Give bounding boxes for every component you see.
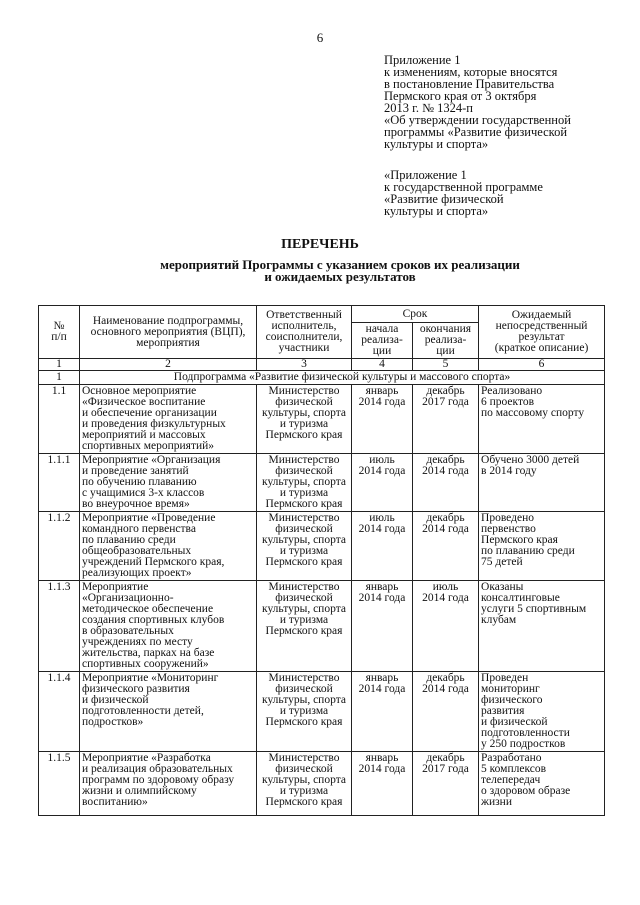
appendix-line: программы «Развитие физической (384, 125, 568, 139)
row-end: декабрь 2017 года (413, 385, 479, 454)
row-responsible: Министерство физической культуры, спорта и туризма Пермского края (257, 454, 352, 512)
page-number: 6 (316, 30, 324, 45)
row-num: 1.1.1 (39, 454, 80, 512)
row-num: 1.1.2 (39, 512, 80, 581)
table-row (39, 672, 605, 752)
row-name: Основное мероприятие «Физическое воспитание и обеспечение организации и проведения физкультурных мероприятий и массовых спортивных мероприятий» (80, 385, 257, 454)
header-end: окончания реализа- ции (413, 323, 479, 359)
row-start: июль 2014 года (352, 512, 413, 581)
section-row (39, 371, 605, 385)
appendix-line: 2013 г. № 1324-п (384, 101, 473, 115)
row-name: Мероприятие «Мониторинг физического развития и физической подготовленности детей, подростков» (80, 672, 257, 752)
row-responsible: Министерство физической культуры, спорта и туризма Пермского края (257, 581, 352, 672)
table-row (39, 385, 605, 454)
row-start: январь 2014 года (352, 581, 413, 672)
subtitle-line: мероприятий Программы с указанием сроков их реализации (160, 257, 520, 272)
column-number: 1 (39, 359, 80, 371)
header-result: Ожидаемый непосредственный результат (краткое описание) (479, 306, 605, 359)
column-number-row (39, 359, 605, 371)
row-result: Обучено 3000 детей в 2014 году (479, 454, 605, 512)
measures-table (38, 305, 605, 816)
table-row (39, 454, 605, 512)
column-number: 5 (413, 359, 479, 371)
appendix-line: культуры и спорта» (384, 204, 489, 218)
row-start: июль 2014 года (352, 454, 413, 512)
appendix-line: в постановление Правительства (384, 77, 555, 91)
row-result: Проведено первенство Пермского края по плаванию среди 75 детей (479, 512, 605, 581)
row-end: декабрь 2014 года (413, 672, 479, 752)
row-responsible: Министерство физической культуры, спорта и туризма Пермского края (257, 512, 352, 581)
row-responsible: Министерство физической культуры, спорта и туризма Пермского края (257, 672, 352, 752)
table-row (39, 512, 605, 581)
column-number: 2 (80, 359, 257, 371)
appendix-line: культуры и спорта» (384, 137, 489, 151)
row-responsible: Министерство физической культуры, спорта и туризма Пермского края (257, 385, 352, 454)
document-subtitle (0, 259, 640, 283)
row-end: декабрь 2017 года (413, 752, 479, 816)
row-name: Мероприятие «Организация и проведение занятий по обучению плаванию с учащимися 3-х классов во внеурочное время» (80, 454, 257, 512)
row-start: январь 2014 года (352, 385, 413, 454)
header-responsible: Ответственный исполнитель, соисполнители, участники (257, 306, 352, 359)
table-row (39, 581, 605, 672)
row-num: 1.1 (39, 385, 80, 454)
appendix-line: Приложение 1 (384, 53, 461, 67)
appendix-block-amendment (384, 54, 624, 150)
row-responsible: Министерство физической культуры, спорта и туризма Пермского края (257, 752, 352, 816)
row-end: декабрь 2014 года (413, 454, 479, 512)
row-end: июль 2014 года (413, 581, 479, 672)
row-num: 1.1.5 (39, 752, 80, 816)
row-result: Разработано 5 комплексов телепередач о здоровом образе жизни (479, 752, 605, 816)
table-row (39, 752, 605, 816)
appendix-line: «Об утверждении государственной (384, 113, 571, 127)
row-start: январь 2014 года (352, 752, 413, 816)
header-name: Наименование подпрограммы, основного мероприятия (ВЦП), мероприятия (80, 306, 257, 359)
column-number: 6 (479, 359, 605, 371)
row-num: 1.1.4 (39, 672, 80, 752)
row-end: декабрь 2014 года (413, 512, 479, 581)
appendix-line: к изменениям, которые вносятся (384, 65, 558, 79)
row-start: январь 2014 года (352, 672, 413, 752)
header-num: № п/п (39, 306, 80, 359)
row-name: Мероприятие «Проведение командного первенства по плаванию среди общеобразовательных учреждений Пермского края, реализующих проект» (80, 512, 257, 581)
row-name: Мероприятие «Организационно- методическое обеспечение создания спортивных клубов в образовательных учреждениях по месту жительства, парках на базе спортивных сооружений» (80, 581, 257, 672)
row-result: Проведен мониторинг физического развития и физической подготовленности у 250 подростков (479, 672, 605, 752)
header-start: начала реализа- ции (352, 323, 413, 359)
row-result: Оказаны консалтинговые услуги 5 спортивным клубам (479, 581, 605, 672)
document-title: ПЕРЕЧЕНЬ (281, 237, 359, 252)
row-result: Реализовано 6 проектов по массовому спорту (479, 385, 605, 454)
subtitle-line: и ожидаемых результатов (264, 269, 416, 284)
column-number: 3 (257, 359, 352, 371)
appendix-line: к государственной программе (384, 180, 543, 194)
appendix-line: «Приложение 1 (384, 168, 467, 182)
row-name: Мероприятие «Разработка и реализация образовательных программ по здоровому образу жизни и олимпийскому воспитанию» (80, 752, 257, 816)
appendix-block-program (384, 169, 624, 217)
row-num: 1.1.3 (39, 581, 80, 672)
section-num: 1 (39, 371, 80, 385)
header-term: Срок (352, 306, 479, 323)
column-number: 4 (352, 359, 413, 371)
section-label: Подпрограмма «Развитие физической культуры и массового спорта» (80, 371, 605, 385)
appendix-line: «Развитие физической (384, 192, 504, 206)
appendix-line: Пермского края от 3 октября (384, 89, 537, 103)
